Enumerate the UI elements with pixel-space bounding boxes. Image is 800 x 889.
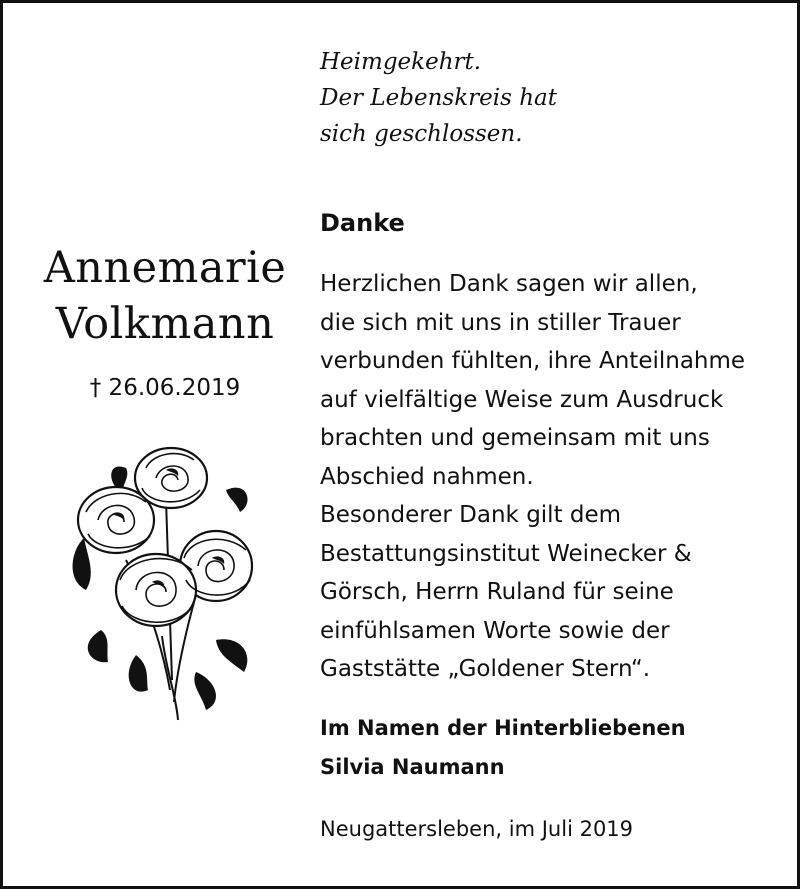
message-heading: Danke — [320, 209, 405, 237]
message-body — [320, 265, 745, 689]
message-line: Görsch, Herrn Ruland für seine — [320, 579, 674, 605]
place-date: Neugattersleben, im Juli 2019 — [320, 817, 634, 841]
message-line: die sich mit uns in stiller Trauer — [320, 309, 681, 336]
signature-line-1: Im Namen der Hinterbliebenen — [320, 716, 686, 740]
death-date: † 26.06.2019 — [89, 375, 241, 401]
message-line: Gaststätte „Goldener Stern“. — [320, 656, 651, 682]
message-line: Bestattungsinstitut Weinecker & — [320, 540, 692, 567]
deceased-name — [20, 240, 310, 352]
motto — [320, 44, 557, 152]
last-name: Volkmann — [55, 299, 275, 349]
motto-line: Der Lebenskreis hat — [320, 85, 557, 111]
message-line: brachten und gemeinsam mit uns — [320, 425, 710, 451]
motto-line: Heimgekehrt. — [320, 49, 482, 75]
message-line: verbunden fühlten, ihre Anteilnahme — [320, 348, 746, 374]
message-line: Besonderer Dank gilt dem — [320, 502, 622, 528]
message-line: einfühlsamen Worte sowie der — [320, 617, 670, 644]
message-line: Abschied nahmen. — [320, 463, 534, 490]
rose-bouquet-icon — [66, 440, 256, 722]
motto-line: sich geschlossen. — [320, 121, 523, 147]
first-name: Annemarie — [43, 243, 287, 293]
message-line: Herzlichen Dank sagen wir allen, — [320, 271, 698, 297]
signature-name: Silvia Naumann — [320, 755, 505, 779]
signature — [320, 709, 686, 787]
message-line: auf vielfältige Weise zum Ausdruck — [320, 386, 724, 413]
